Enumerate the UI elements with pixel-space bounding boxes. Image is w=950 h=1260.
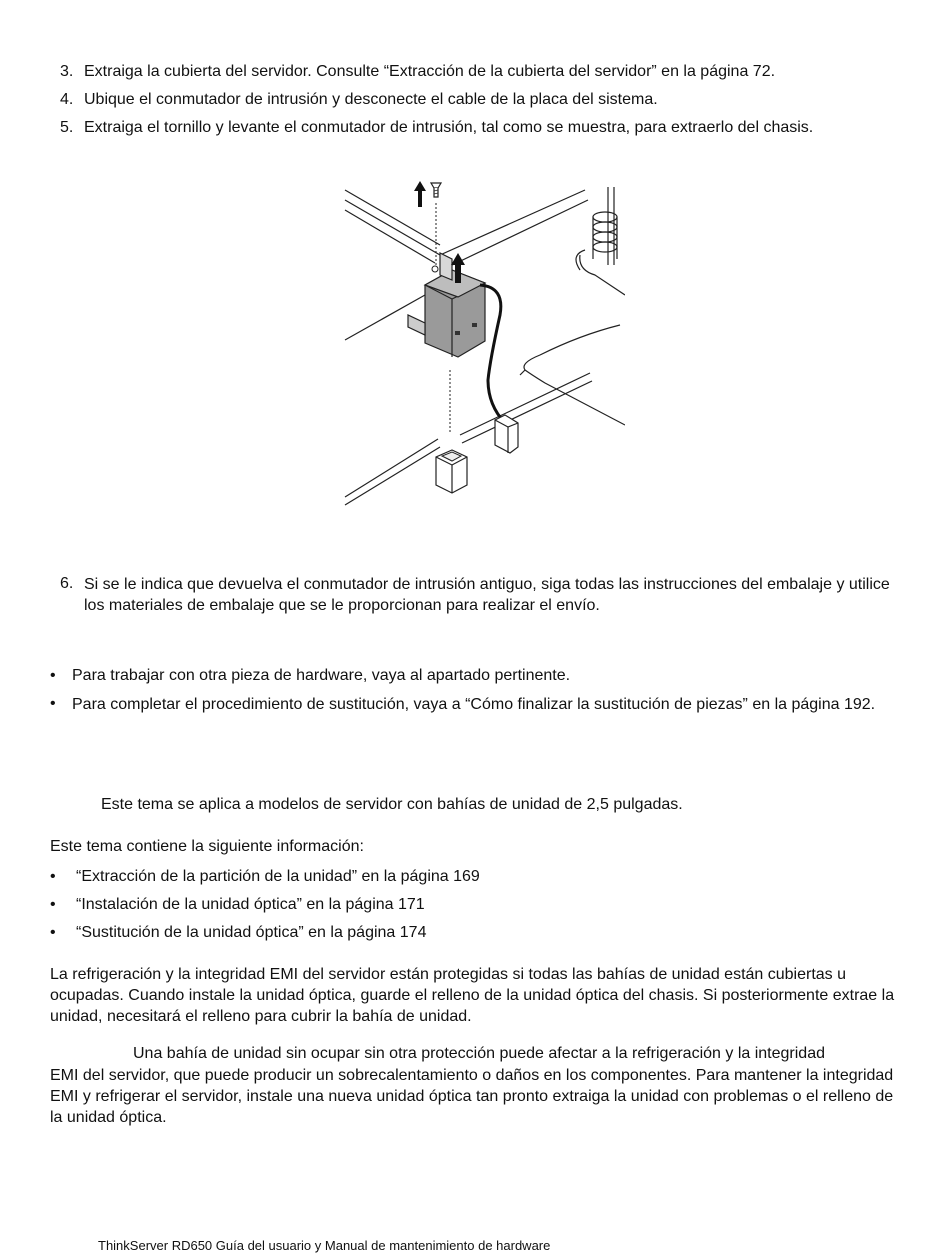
- bullet-marker: •: [50, 924, 56, 941]
- system-board-socket: [436, 450, 467, 493]
- cooling-paragraph: La refrigeración y la integridad EMI del servidor están protegidas si todas las bahías de unidad están cubiertas u ocupadas. Cuando instale la unidad óptica, guarde el relleno de la unidad óptica del chasis. Si posteriormente extrae la unidad, necesitará el relleno para cubrir la bahía de unidad.: [50, 966, 895, 1025]
- list-item-link[interactable]: “Extracción de la partición de la unidad” en la página 169: [76, 868, 480, 885]
- step-text: Ubique el conmutador de intrusión y desconecte el cable de la placa del sistema.: [84, 91, 658, 108]
- up-arrow-icon: [414, 181, 426, 207]
- list-item-text: Para trabajar con otra pieza de hardware, vaya al apartado pertinente.: [72, 667, 571, 684]
- step-text: Extraiga la cubierta del servidor. Consulte “Extracción de la cubierta del servidor” en la página 72.: [84, 63, 776, 80]
- bullet-marker: •: [50, 896, 56, 913]
- bullet-marker: •: [50, 667, 56, 684]
- step-number: 6.: [60, 575, 74, 592]
- page-footer: ThinkServer RD650 Guía del usuario y Manual de mantenimiento de hardware: [98, 1238, 551, 1253]
- bullet-marker: •: [50, 695, 56, 712]
- intrusion-switch: [408, 253, 485, 357]
- step-text: Si se le indica que devuelva el conmutador de intrusión antiguo, siga todas las instrucciones del embalaje y utilice los materiales de embalaje que se le proporcionan para realizar el envío.: [84, 576, 890, 614]
- step-number: 4.: [60, 91, 74, 108]
- note-text: Este tema se aplica a modelos de servidor con bahías de unidad de 2,5 pulgadas.: [101, 796, 683, 813]
- info-intro: Este tema contiene la siguiente información:: [50, 838, 364, 855]
- cable-connector: [495, 415, 518, 453]
- intrusion-switch-removal-illustration: [340, 175, 625, 515]
- bullet-marker: •: [50, 868, 56, 885]
- attention-line-first: Una bahía de unidad sin ocupar sin otra protección puede afectar a la refrigeración y la integridad: [133, 1045, 825, 1062]
- screw-icon: [431, 183, 441, 197]
- list-item-text: Para completar el procedimiento de sustitución, vaya a “Cómo finalizar la sustitución de piezas” en la página 192.: [72, 696, 876, 713]
- step-text: Extraiga el tornillo y levante el conmutador de intrusión, tal como se muestra, para extraerlo del chasis.: [84, 119, 814, 136]
- step-number: 3.: [60, 63, 74, 80]
- step-number: 5.: [60, 119, 74, 136]
- list-item-link[interactable]: “Instalación de la unidad óptica” en la página 171: [76, 896, 425, 913]
- list-item-link[interactable]: “Sustitución de la unidad óptica” en la página 174: [76, 924, 427, 941]
- attention-paragraph: EMI del servidor, que puede producir un sobrecalentamiento o daños en los componentes. Para mantener la integridad EMI y refrigerar el servidor, instale una nueva unidad óptica tan pronto extraiga la unidad con problemas o el relleno de la unidad óptica.: [50, 1067, 894, 1126]
